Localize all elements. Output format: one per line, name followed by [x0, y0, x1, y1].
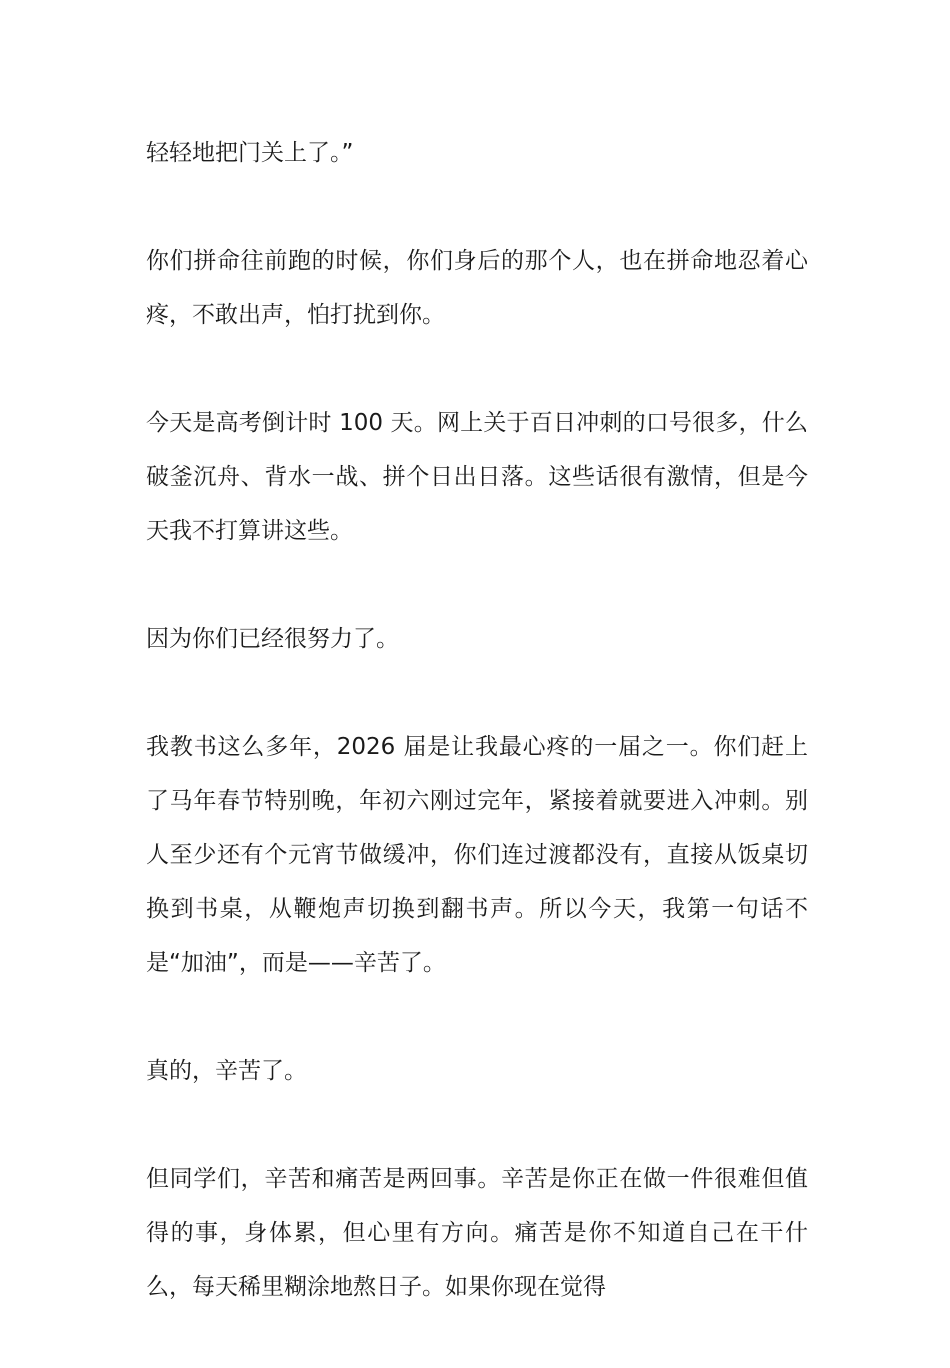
- paragraph: 但同学们，辛苦和痛苦是两回事。辛苦是你正在做一件很难但值得的事，身体累，但心里有方向。痛苦是你不知道自己在干什么，每天稀里糊涂地熬日子。如果你现在觉得: [146, 1166, 808, 1300]
- document-body: [146, 126, 808, 1368]
- paragraph: 轻轻地把门关上了。”: [146, 140, 354, 166]
- paragraph: 你们拼命往前跑的时候，你们身后的那个人，也在拼命地忍着心疼，不敢出声，怕打扰到你。: [146, 248, 808, 328]
- paragraph: 今天是高考倒计时 100 天。网上关于百日冲刺的口号很多，什么破釜沉舟、背水一战、拼个日出日落。这些话很有激情，但是今天我不打算讲这些。: [146, 410, 808, 544]
- paragraph: 因为你们已经很努力了。: [146, 626, 399, 652]
- paragraph: 我教书这么多年，2026 届是让我最心疼的一届之一。你们赶上了马年春节特别晚，年初六刚过完年，紧接着就要进入冲刺。别人至少还有个元宵节做缓冲，你们连过渡都没有，直接从饭桌切换到书桌，从鞭炮声切换到翻书声。所以今天，我第一句话不是“加油”，而是——辛苦了。: [146, 734, 808, 976]
- paragraph: 真的，辛苦了。: [146, 1058, 307, 1084]
